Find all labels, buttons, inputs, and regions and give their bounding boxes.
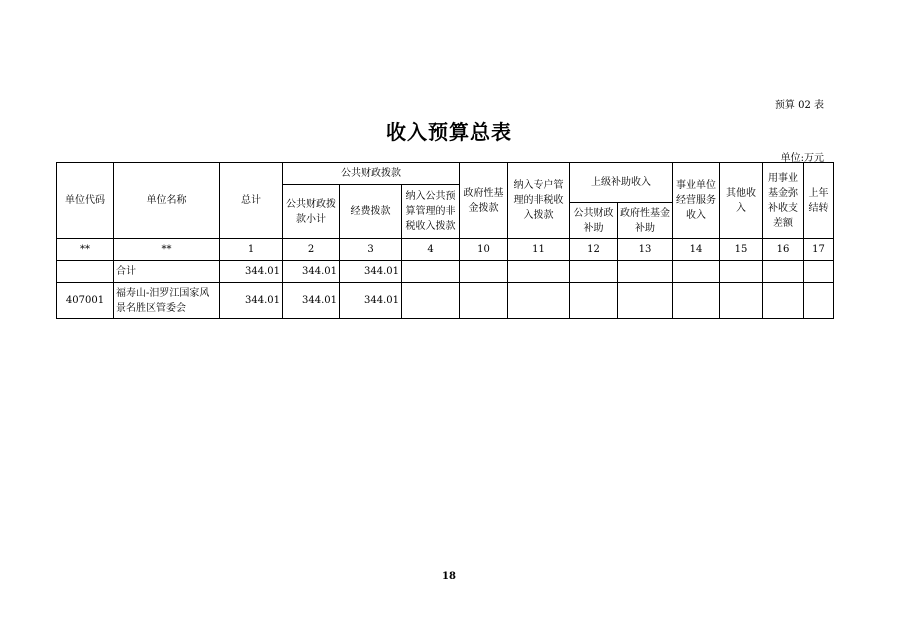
cell-empty (763, 261, 804, 283)
index-cell: 10 (460, 239, 508, 261)
cell-empty (508, 283, 570, 319)
page-number: 18 (442, 571, 456, 582)
index-cell: ** (114, 239, 220, 261)
header-reserve: 用事业基金弥补收支差额 (763, 163, 804, 239)
header-unit-name: 单位名称 (114, 163, 220, 239)
header-pf-subtotal: 公共财政拨款小计 (283, 185, 340, 239)
cell-empty (720, 283, 763, 319)
cell-unit-code: 407001 (57, 283, 114, 319)
cell-pf-subtotal: 344.01 (283, 283, 340, 319)
table-row (57, 261, 834, 283)
cell-empty (673, 261, 720, 283)
index-cell: 1 (220, 239, 283, 261)
cell-empty (618, 261, 673, 283)
header-special-nontax: 纳入专户管理的非税收入拨款 (508, 163, 570, 239)
index-cell: ** (57, 239, 114, 261)
header-business: 事业单位经营服务收入 (673, 163, 720, 239)
index-cell: 3 (340, 239, 402, 261)
index-cell: 16 (763, 239, 804, 261)
header-unit-code: 单位代码 (57, 163, 114, 239)
index-cell: 11 (508, 239, 570, 261)
cell-total: 344.01 (220, 261, 283, 283)
index-cell: 13 (618, 239, 673, 261)
header-public-finance: 公共财政拨款 (283, 163, 460, 185)
cell-empty (570, 283, 618, 319)
cell-empty (804, 261, 834, 283)
index-cell: 17 (804, 239, 834, 261)
cell-empty (402, 283, 460, 319)
index-cell: 4 (402, 239, 460, 261)
cell-empty (720, 261, 763, 283)
unit-label: 单位:万元 (780, 153, 824, 164)
cell-unit-code (57, 261, 114, 283)
cell-empty (804, 283, 834, 319)
cell-empty (673, 283, 720, 319)
cell-empty (570, 261, 618, 283)
table-row (57, 283, 834, 319)
cell-unit-name: 合计 (114, 261, 220, 283)
cell-empty (763, 283, 804, 319)
index-row (57, 239, 834, 261)
header-carryover: 上年结转 (804, 163, 834, 239)
header-other: 其他收入 (720, 163, 763, 239)
index-cell: 14 (673, 239, 720, 261)
header-sup-gov: 政府性基金补助 (618, 203, 673, 239)
cell-empty (460, 283, 508, 319)
cell-unit-name: 福寿山-汨罗江国家风景名胜区管委会 (114, 283, 220, 319)
cell-funding: 344.01 (340, 261, 402, 283)
cell-empty (618, 283, 673, 319)
page-title: 收入预算总表 (386, 120, 512, 144)
cell-total: 344.01 (220, 283, 283, 319)
header-sup-public: 公共财政补助 (570, 203, 618, 239)
cell-empty (460, 261, 508, 283)
cell-pf-subtotal: 344.01 (283, 261, 340, 283)
cell-empty (402, 261, 460, 283)
index-cell: 15 (720, 239, 763, 261)
header-gov-fund: 政府性基金拨款 (460, 163, 508, 239)
header-nontax: 纳入公共预算管理的非税收入拨款 (402, 185, 460, 239)
cell-funding: 344.01 (340, 283, 402, 319)
cell-empty (508, 261, 570, 283)
header-row-1 (57, 163, 834, 185)
index-cell: 12 (570, 239, 618, 261)
income-budget-table (56, 162, 834, 319)
header-total: 总计 (220, 163, 283, 239)
form-number: 预算 02 表 (774, 100, 824, 111)
header-funding: 经费拨款 (340, 185, 402, 239)
header-superior: 上级补助收入 (570, 163, 673, 203)
index-cell: 2 (283, 239, 340, 261)
